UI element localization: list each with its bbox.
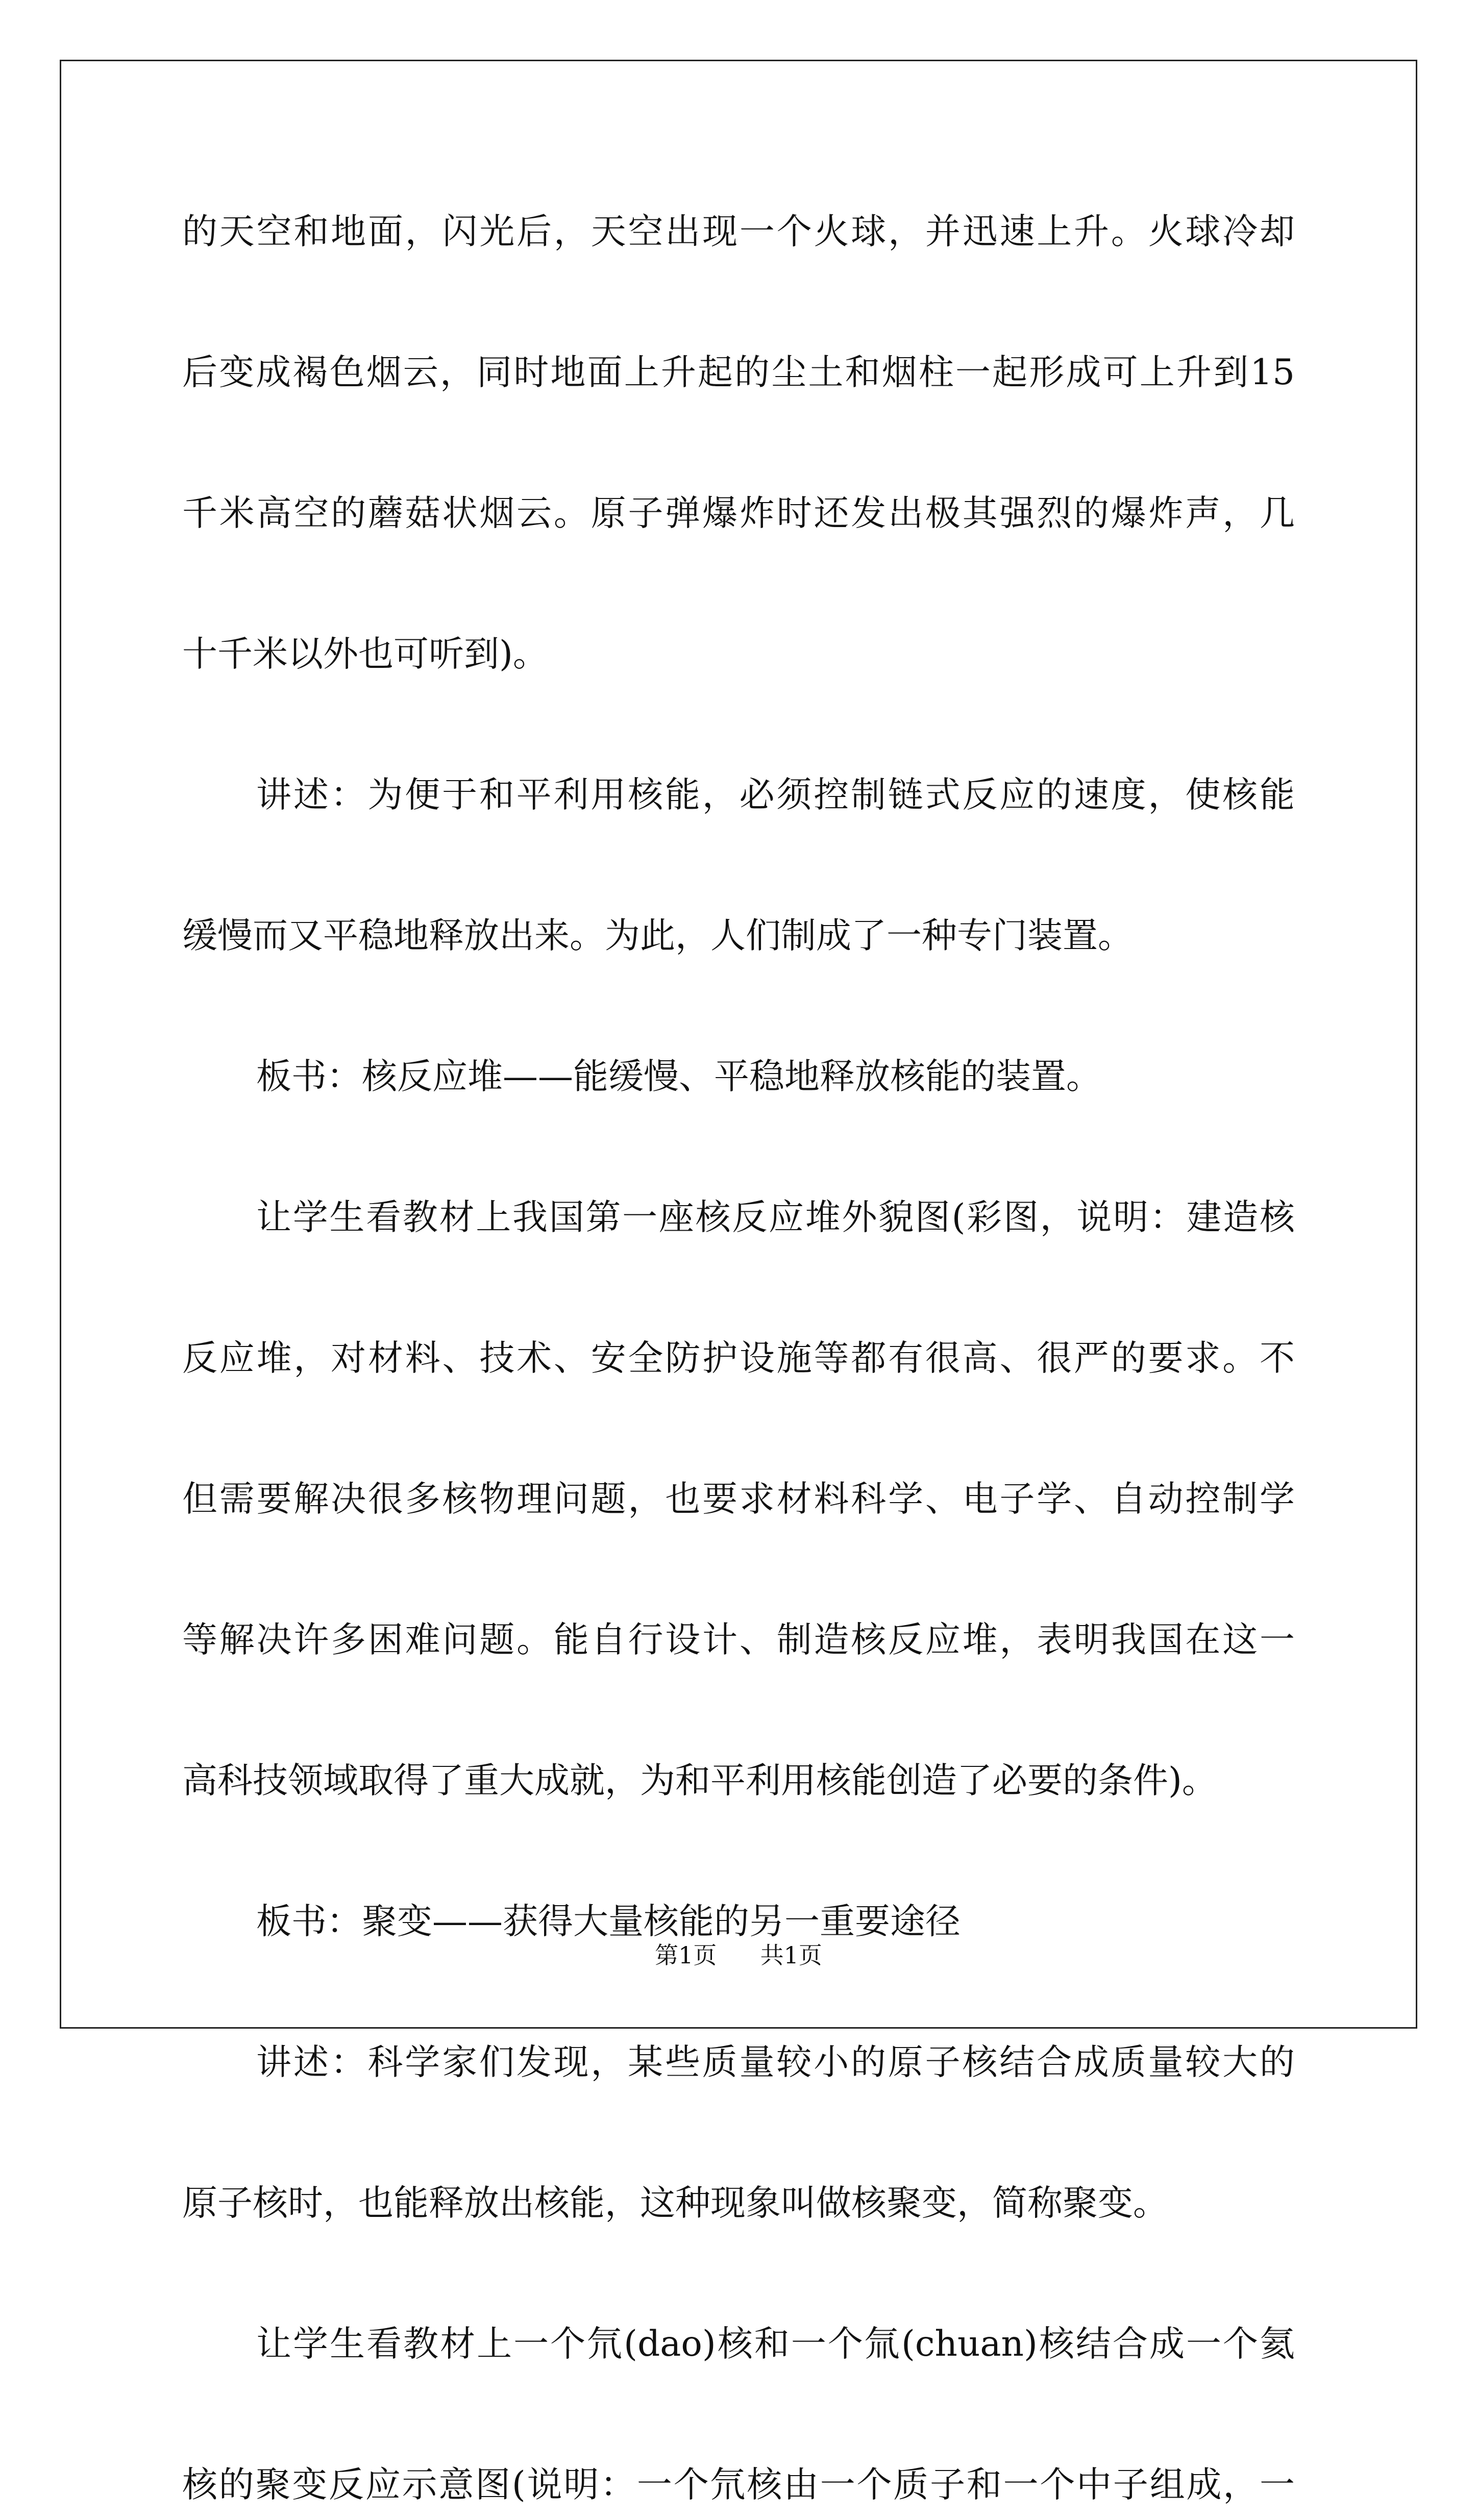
paragraph-narration-1	[182, 760, 1295, 971]
text-line: 等解决许多困难问题。能自行设计、制造核反应堆，表明我国在这一	[182, 1619, 1295, 1660]
text-line: 核的聚变反应示意图(说明：一个氘核由一个质子和一个中子组成，一	[182, 2464, 1295, 2505]
paragraph-narration-2	[182, 2027, 1295, 2238]
text-line: 高科技领域取得了重大成就，为和平利用核能创造了必要的条件)。	[182, 1760, 1217, 1801]
text-line: 的天空和地面，闪光后，天空出现一个火球，并迅速上升。火球冷却	[182, 211, 1295, 252]
text-line: 但需要解决很多核物理问题，也要求材料科学、电子学、自动控制学	[182, 1479, 1295, 1519]
text-line: 后变成褐色烟云，同时地面上升起的尘土和烟柱一起形成可上升到15	[182, 352, 1295, 393]
text-line: 让学生看教材上我国第一座核反应堆外貌图(彩图，说明：建造核	[256, 1197, 1295, 1238]
text-line: 板书：聚变——获得大量核能的另一重要途径	[256, 1901, 961, 1942]
text-line: 讲述：为便于和平利用核能，必须控制链式反应的速度，使核能	[256, 775, 1295, 815]
text-line: 缓慢而又平稳地释放出来。为此，人们制成了一种专门装置。	[182, 915, 1133, 956]
text-line: 反应堆，对材料、技术、安全防护设施等都有很高、很严的要求。不	[182, 1338, 1295, 1379]
page-total: 共1页	[760, 1941, 822, 1969]
page-footer	[0, 1940, 1477, 1970]
text-line: 讲述：科学家们发现，某些质量较小的原子核结合成质量较大的	[256, 2042, 1295, 2083]
text-line: 让学生看教材上一个氘(dao)核和一个氚(chuan)核结合成一个氦	[256, 2324, 1295, 2364]
text-line: 原子核时，也能释放出核能，这种现象叫做核聚变，简称聚变。	[182, 2183, 1168, 2224]
paragraph-continuation	[182, 196, 1295, 689]
document-body	[182, 196, 1295, 2520]
paragraph-fusion-diagram	[182, 2309, 1295, 2520]
text-line: 千米高空的蘑菇状烟云。原子弹爆炸时还发出极其强烈的爆炸声，几	[182, 493, 1295, 534]
page-number: 第1页	[655, 1941, 717, 1969]
text-line: 十千米以外也可听到)。	[182, 634, 548, 675]
text-line: 板书：核反应堆——能缓慢、平稳地释放核能的装置。	[256, 1056, 1101, 1097]
paragraph-board-note-1	[182, 1041, 1295, 1112]
paragraph-reactor-description	[182, 1182, 1295, 1816]
